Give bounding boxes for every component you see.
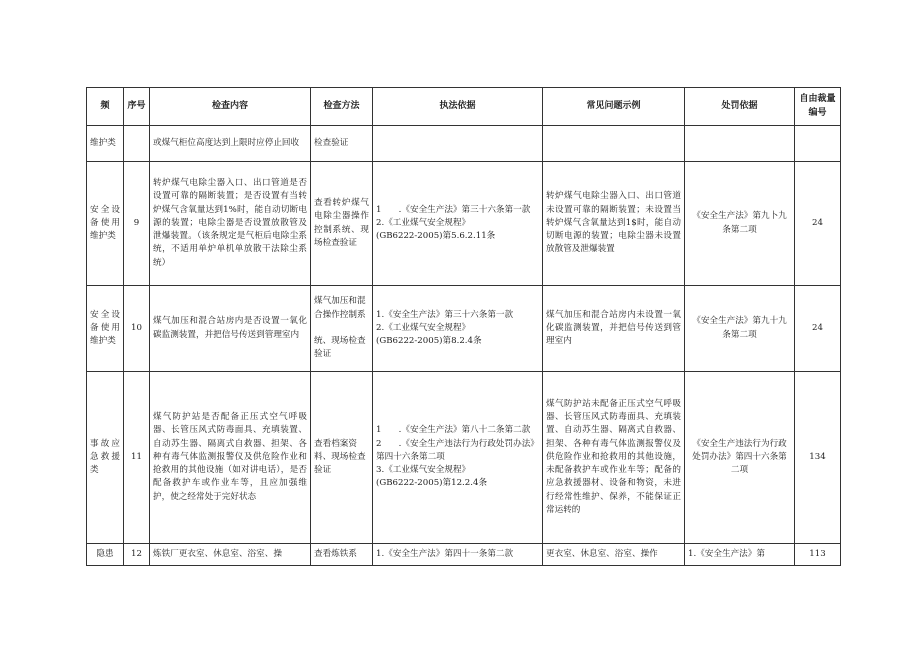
row-content: 或煤气柜位高度达到上限时应停止回收 (150, 126, 311, 162)
row-code: 113 (795, 544, 841, 566)
row-content: 转炉煤气电除尘器入口、出口管道是否设置可靠的隔断装置；是否设置有当转炉煤气含氧量达到1%时，能自动切断电源的装置；电除尘器是否设置放散管及泄爆装置。（该条规定是气柜后电除尘系统，不适用单炉单机单放散干法除尘系统） (150, 162, 311, 286)
table-row (87, 162, 841, 286)
row-example: 更衣室、休息室、浴室、操作 (543, 544, 685, 566)
row-category: 事故应急救援类 (87, 372, 124, 544)
row-penalty: 1.《安全生产法》第 (685, 544, 795, 566)
table-row (87, 126, 841, 162)
row-category: 维护类 (87, 126, 124, 162)
header-method: 检查方法 (311, 88, 373, 126)
row-basis (373, 372, 543, 544)
row-content: 煤气防护站是否配备正压式空气呼吸器、长管压风式防毒面具、充填装置、自动苏生器、隔离式自救器、担架、各种有毒气体监测报警仪及供危险作业和抢救用的其他设施（如对讲电话），是否配备救护车或作业车等，且应加强维护，使之经常处于完好状态 (150, 372, 311, 544)
basis-line: (GB6222-2005)第12.2.4条 (376, 478, 488, 489)
table-row (87, 372, 841, 544)
row-no: 11 (124, 372, 150, 544)
basis-line: 1.《安全生产法》第三十六条第一款 (376, 309, 514, 320)
row-basis: 1.《安全生产法》第四十一条第二款 (373, 544, 543, 566)
basis-line: 1 .《安全生产法》第八十二条第二款 (376, 425, 531, 436)
row-method (311, 286, 373, 372)
header-penalty: 处罚依据 (685, 88, 795, 126)
header-content: 检查内容 (150, 88, 311, 126)
basis-line: (GB6222-2005)第8.2.4条 (376, 336, 482, 347)
row-code: 24 (795, 162, 841, 286)
inspection-table (86, 87, 841, 566)
row-penalty: 《安全生产法》第九十九条第二项 (685, 286, 795, 372)
basis-line: 2.《工业煤气安全规程》 (376, 217, 471, 228)
row-basis (373, 126, 543, 162)
row-basis (373, 286, 543, 372)
header-category: 频 (87, 88, 124, 126)
header-row (87, 88, 841, 126)
method-line: 煤气加压和混合操作控制系 (314, 296, 366, 320)
header-no: 序号 (124, 88, 150, 126)
row-code: 24 (795, 286, 841, 372)
row-penalty (685, 126, 795, 162)
table-row (87, 286, 841, 372)
row-no: 12 (124, 544, 150, 566)
row-penalty: 《安全生产法》第九卜九条第二项 (685, 162, 795, 286)
row-example: 煤气防护站未配备正压式空气呼吸器、长管压风式防毒面具、充填装置、自动苏生器、隔离式自救器、担架、各种有毒气体监测报警仪及供危险作业和抢救用的其他设施，未配备救护车或作业车等；配备的应急救援器材、设备和物资，未进行经常性维护、保养，不能保证正常运转的 (543, 372, 685, 544)
basis-line: (GB6222-2005)第5.6.2.11条 (376, 231, 496, 242)
row-penalty: 《安全生产违法行为行政处罚办法》第四十六条第二项 (685, 372, 795, 544)
row-example: 转炉煤气电除尘器入口、出口管道未设置可靠的隔断装置；未设置当转炉煤气含氧量达到1$时，能自动切断电源的装置；电除尘器未设置放散管及泄爆装置 (543, 162, 685, 286)
row-method: 查看转炉煤气电除尘器操作控制系统、现场检查验证 (311, 162, 373, 286)
row-basis (373, 162, 543, 286)
method-line: 统、现场检查验证 (314, 336, 366, 360)
row-code (795, 126, 841, 162)
row-method: 检查验证 (311, 126, 373, 162)
table-row (87, 544, 841, 566)
basis-line: 1 .《安全生产法》第三十六条第一款 (376, 204, 531, 215)
header-code: 自由裁量编号 (795, 88, 841, 126)
basis-line: 3.《工业煤气安全规程》 (376, 465, 471, 476)
row-code: 134 (795, 372, 841, 544)
basis-line: 2 .《安全生产违法行为行政处罚办法》第四十六条第二项 (376, 438, 539, 462)
row-category: 安全设备使用维护类 (87, 162, 124, 286)
row-category: 安全设备使用维护类 (87, 286, 124, 372)
row-category: 隐患 (87, 544, 124, 566)
row-no: 9 (124, 162, 150, 286)
header-basis: 执法依据 (373, 88, 543, 126)
row-no: 10 (124, 286, 150, 372)
row-no (124, 126, 150, 162)
row-example: 煤气加压和混合站房内未设置一氧化碳监测装置，并把信号传送到管理室内 (543, 286, 685, 372)
basis-line: 2.《工业煤气安全规程》 (376, 322, 471, 333)
row-method: 查看炼铁系 (311, 544, 373, 566)
row-example (543, 126, 685, 162)
row-method: 查看档案资料、现场检查验证 (311, 372, 373, 544)
row-content: 煤气加压和混合站房内是否设置一氧化碳监测装置，并把信号传送到管理室内 (150, 286, 311, 372)
header-example: 常见问题示例 (543, 88, 685, 126)
row-content: 炼铁厂更衣室、休息室、浴室、操 (150, 544, 311, 566)
